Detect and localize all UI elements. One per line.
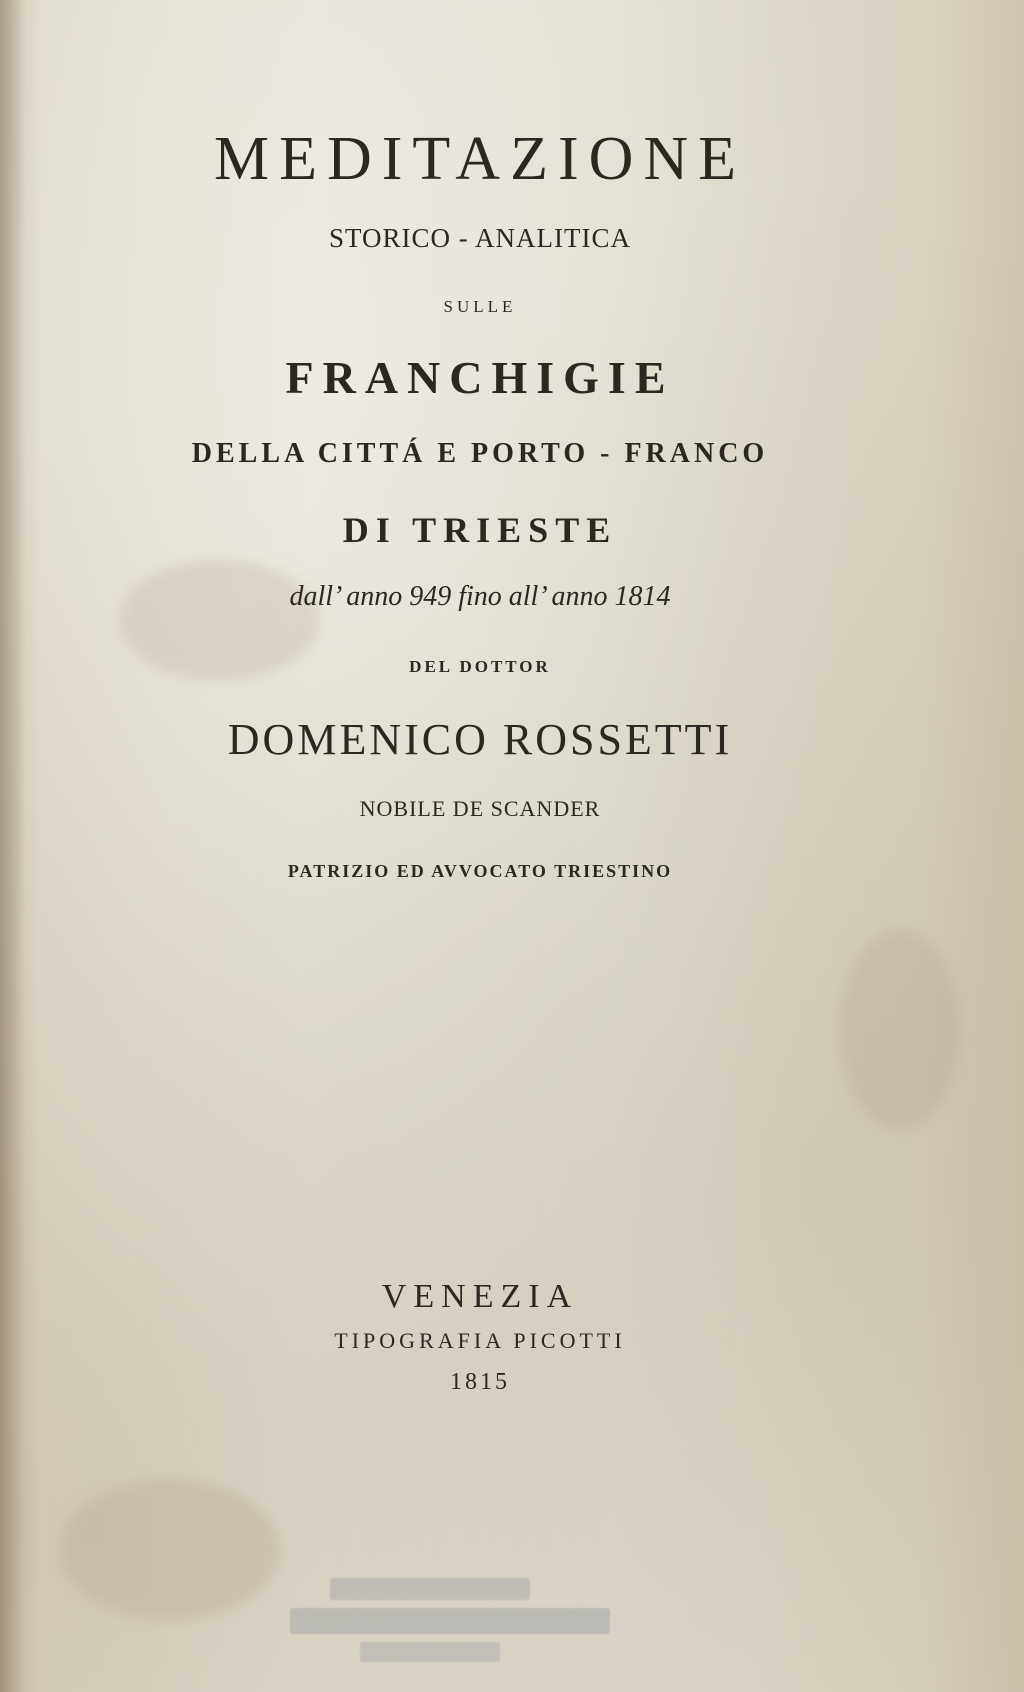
spine-shadow xyxy=(0,0,26,1692)
subject-place: DI TRIESTE xyxy=(342,510,618,550)
imprint-year: 1815 xyxy=(450,1369,510,1395)
book-subtitle: STORICO - ANALITICA xyxy=(329,223,631,253)
paper-stain xyxy=(840,930,960,1130)
imprint-city: VENEZIA xyxy=(381,1278,579,1315)
author-role: PATRIZIO ED AVVOCATO TRIESTINO xyxy=(287,861,673,881)
book-title: MEDITAZIONE xyxy=(213,125,747,193)
book-subject: FRANCHIGIE xyxy=(285,352,675,403)
subject-city-line: DELLA CITTÁ E PORTO - FRANCO xyxy=(191,438,769,469)
imprint-printer: TIPOGRAFIA PICOTTI xyxy=(334,1328,626,1353)
title-preposition: SULLE xyxy=(443,297,517,316)
date-range: dall’ anno 949 fino all’ anno 1814 xyxy=(289,581,671,612)
library-stamp-icon xyxy=(290,1570,630,1670)
paper-stain xyxy=(60,1480,280,1620)
author-prefix: DEL DOTTOR xyxy=(409,657,551,676)
author-title: NOBILE DE SCANDER xyxy=(359,796,601,821)
author-name: DOMENICO ROSSETTI xyxy=(227,715,733,764)
